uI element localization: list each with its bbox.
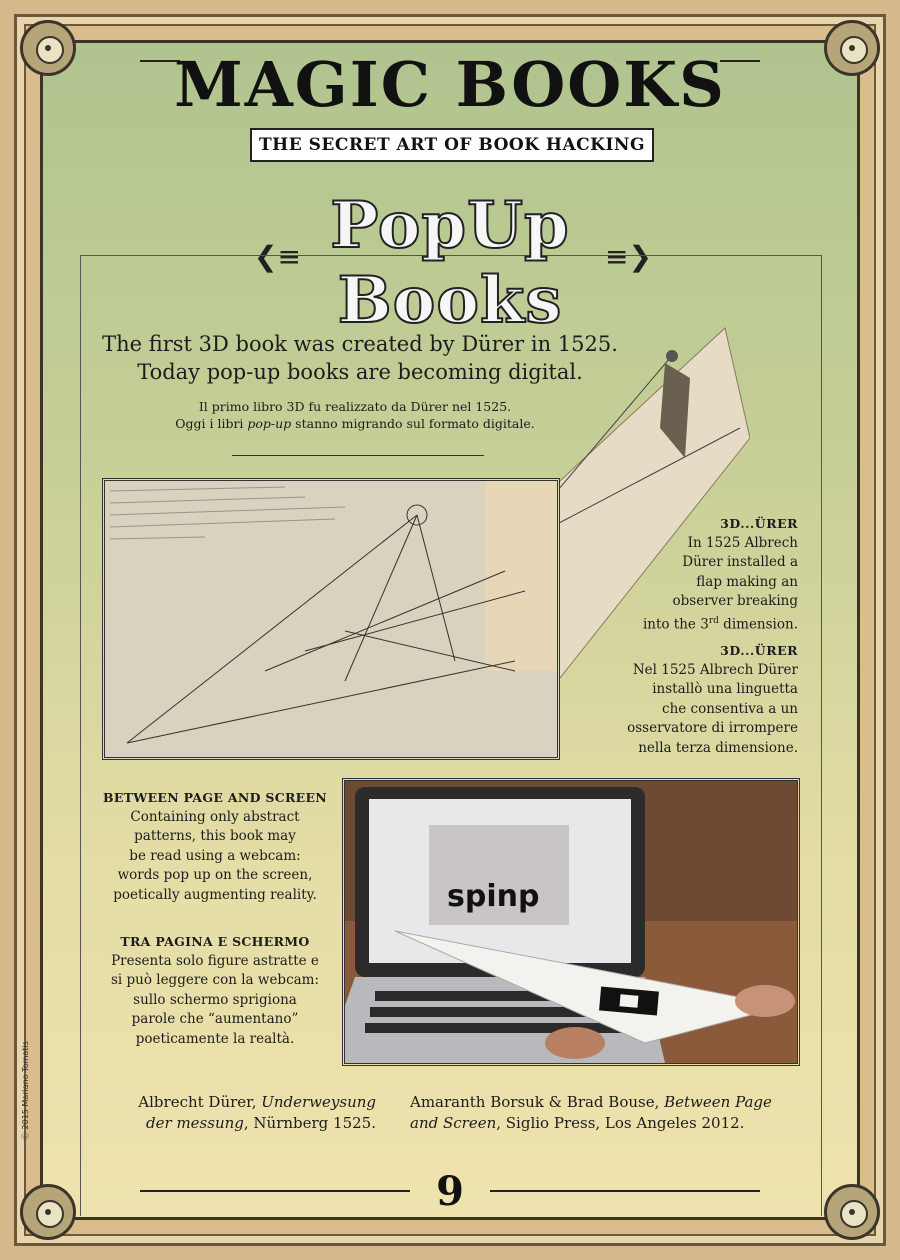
between-it-line4: parole che “aumentano” <box>131 1011 299 1027</box>
between-caption-it <box>100 932 330 1049</box>
between-en-line3: be read using a webcam: <box>129 847 301 864</box>
durer-caption-en <box>588 514 798 635</box>
corner-ornament-bottom-right <box>824 1184 880 1240</box>
bottom-rule-left <box>140 1190 410 1192</box>
durer-it-line2: installò una linguetta <box>652 681 798 697</box>
divider <box>232 455 484 456</box>
cc-license-icon: Ⓒ <box>21 1129 30 1140</box>
intro-en-line1: The first 3D book was created by Dürer in 1525. <box>102 332 618 356</box>
intro-it-line2: Oggi i libri pop-up stanno migrando sul formato digitale. <box>175 416 535 431</box>
durer-heading-en: 3D...ÜRER <box>720 516 798 531</box>
durer-en-line1: In 1525 Albrech <box>687 534 798 551</box>
credit-borsuk-bouse: Amaranth Borsuk & Brad Bouse, Between Page and Screen, Siglio Press, Los Angeles 2012. <box>410 1093 772 1132</box>
durer-en-line4: observer breaking <box>672 593 798 609</box>
credit-durer: Albrecht Dürer, Underweysung der messung, Nürnberg 1525. <box>138 1093 376 1132</box>
between-heading-it: TRA PAGINA E SCHERMO <box>120 934 310 949</box>
between-en-line5: poetically augmenting reality. <box>113 886 317 903</box>
between-en-line4: words pop up on the screen, <box>117 867 313 883</box>
durer-book-image <box>102 478 560 760</box>
durer-en-line2: Dürer installed a <box>682 554 798 570</box>
intro-en-line2: Today pop-up books are becoming digital. <box>137 360 583 384</box>
between-it-line2: si può leggere con la webcam: <box>110 972 320 988</box>
bottom-rule-right <box>490 1190 760 1192</box>
durer-it-line1: Nel 1525 Albrech Dürer <box>632 661 798 678</box>
durer-it-line4: osservatore di irrompere <box>627 720 798 736</box>
corner-ornament-bottom-left <box>20 1184 76 1240</box>
durer-en-line5: into the 3rd dimension. <box>642 615 798 632</box>
between-caption-en <box>100 788 330 905</box>
durer-heading-it: 3D...ÜRER <box>720 643 798 658</box>
durer-caption-it <box>588 641 798 758</box>
screen-word: spinp <box>447 879 540 914</box>
durer-en-line3: flap making an <box>696 573 798 590</box>
subtitle-banner: THE SECRET ART OF BOOK HACKING <box>250 128 654 162</box>
copyright-note: Ⓒ 2015 Mariano Tomatis <box>21 1041 30 1140</box>
between-it-line1: Presenta solo figure astratte e <box>111 952 319 969</box>
section-title: PopUp Books <box>330 188 570 338</box>
between-en-line2: patterns, this book may <box>134 828 296 844</box>
page-number: 9 <box>436 1168 464 1215</box>
page-title: MAGIC BOOKS <box>174 48 726 121</box>
between-it-line5: poeticamente la realtà. <box>135 1030 295 1047</box>
durer-it-line3: che consentiva a un <box>662 700 798 717</box>
durer-diagram <box>105 481 557 757</box>
between-heading-en: BETWEEN PAGE AND SCREEN <box>102 790 328 805</box>
between-it-line3: sullo schermo sprigiona <box>133 991 297 1008</box>
between-en-line1: Containing only abstract <box>130 808 300 825</box>
arrow-right-icon: ≡❯ <box>605 240 652 273</box>
laptop-scene <box>345 781 797 1063</box>
intro-it-line1: Il primo libro 3D fu realizzato da Dürer nel 1525. <box>198 399 512 414</box>
durer-it-line5: nella terza dimensione. <box>638 739 798 756</box>
laptop-book-image <box>342 778 800 1066</box>
arrow-left-icon: ❮≡ <box>254 240 301 273</box>
